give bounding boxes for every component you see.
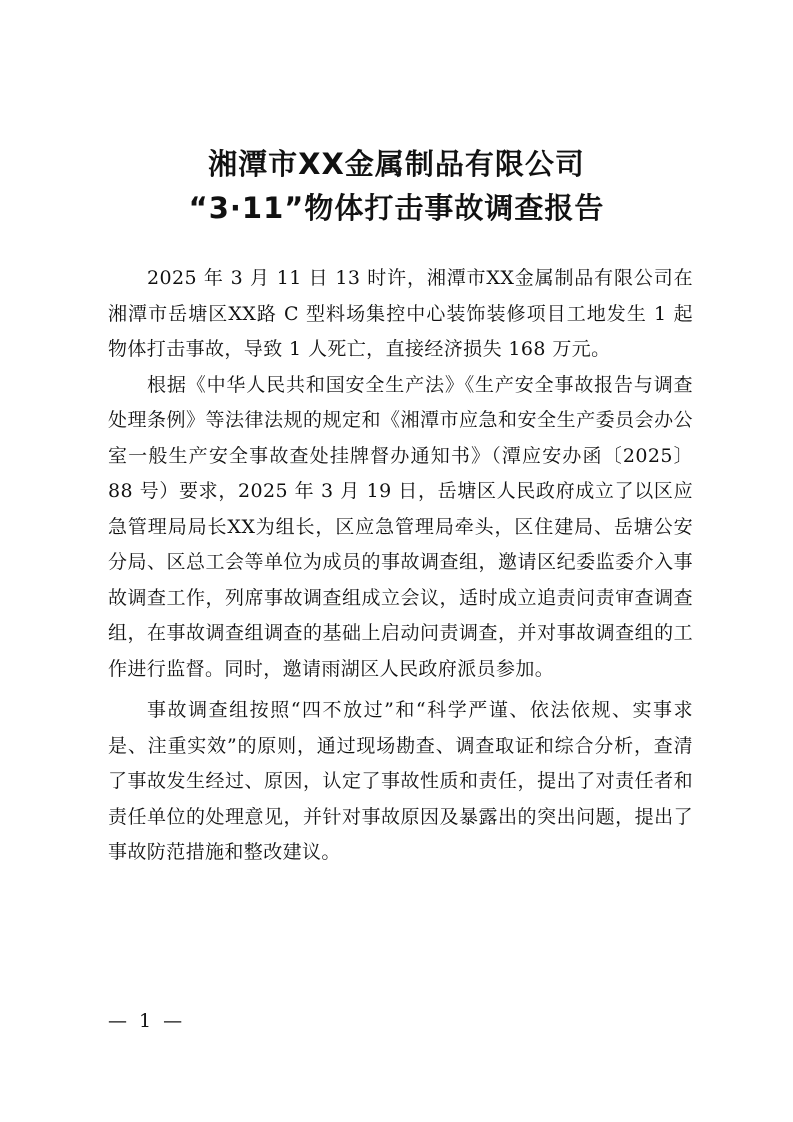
report-body: [108, 261, 693, 871]
page-number: — 1 —: [108, 1010, 186, 1032]
title-line-report: “3·11”物体打击事故调查报告: [188, 191, 605, 225]
paragraph-incident-summary: 2025 年 3 月 11 日 13 时许，湘潭市XX金属制品有限公司在湘潭市岳塘区XX路 C 型料场集控中心装饰装修项目工地发生 1 起物体打击事故，导致 1 人死亡，直接经济损失 168 万元。: [108, 267, 693, 360]
report-title: [100, 142, 693, 230]
paragraph-investigation-basis: 根据《中华人民共和国安全生产法》《生产安全事故报告与调查处理条例》等法律法规的规定和《湘潭市应急和安全生产委员会办公室一般生产安全事故查处挂牌督办通知书》（潭应安办函〔2025〕88 号）要求，2025 年 3 月 19 日，岳塘区人民政府成立了以区应急管理局局长XX为组长，区应急管理局牵头，区住建局、岳塘公安分局、区总工会等单位为成员的事故调查组，邀请区纪委监委介入事故调查工作，列席事故调查组成立会议，适时成立追责问责审查调查组，在事故调查组调查的基础上启动问责调查，并对事故调查组的工作进行监督。同时，邀请雨湖区人民政府派员参加。: [108, 373, 693, 680]
paragraph-investigation-principles: 事故调查组按照“四不放过”和“科学严谨、依法依规、实事求是、注重实效”的原则，通过现场勘查、调查取证和综合分析，查清了事故发生经过、原因，认定了事故性质和责任，提出了对责任者和责任单位的处理意见，并针对事故原因及暴露出的突出问题，提出了事故防范措施和整改建议。: [108, 699, 693, 863]
title-line-company: 湘潭市XX金属制品有限公司: [208, 147, 585, 181]
